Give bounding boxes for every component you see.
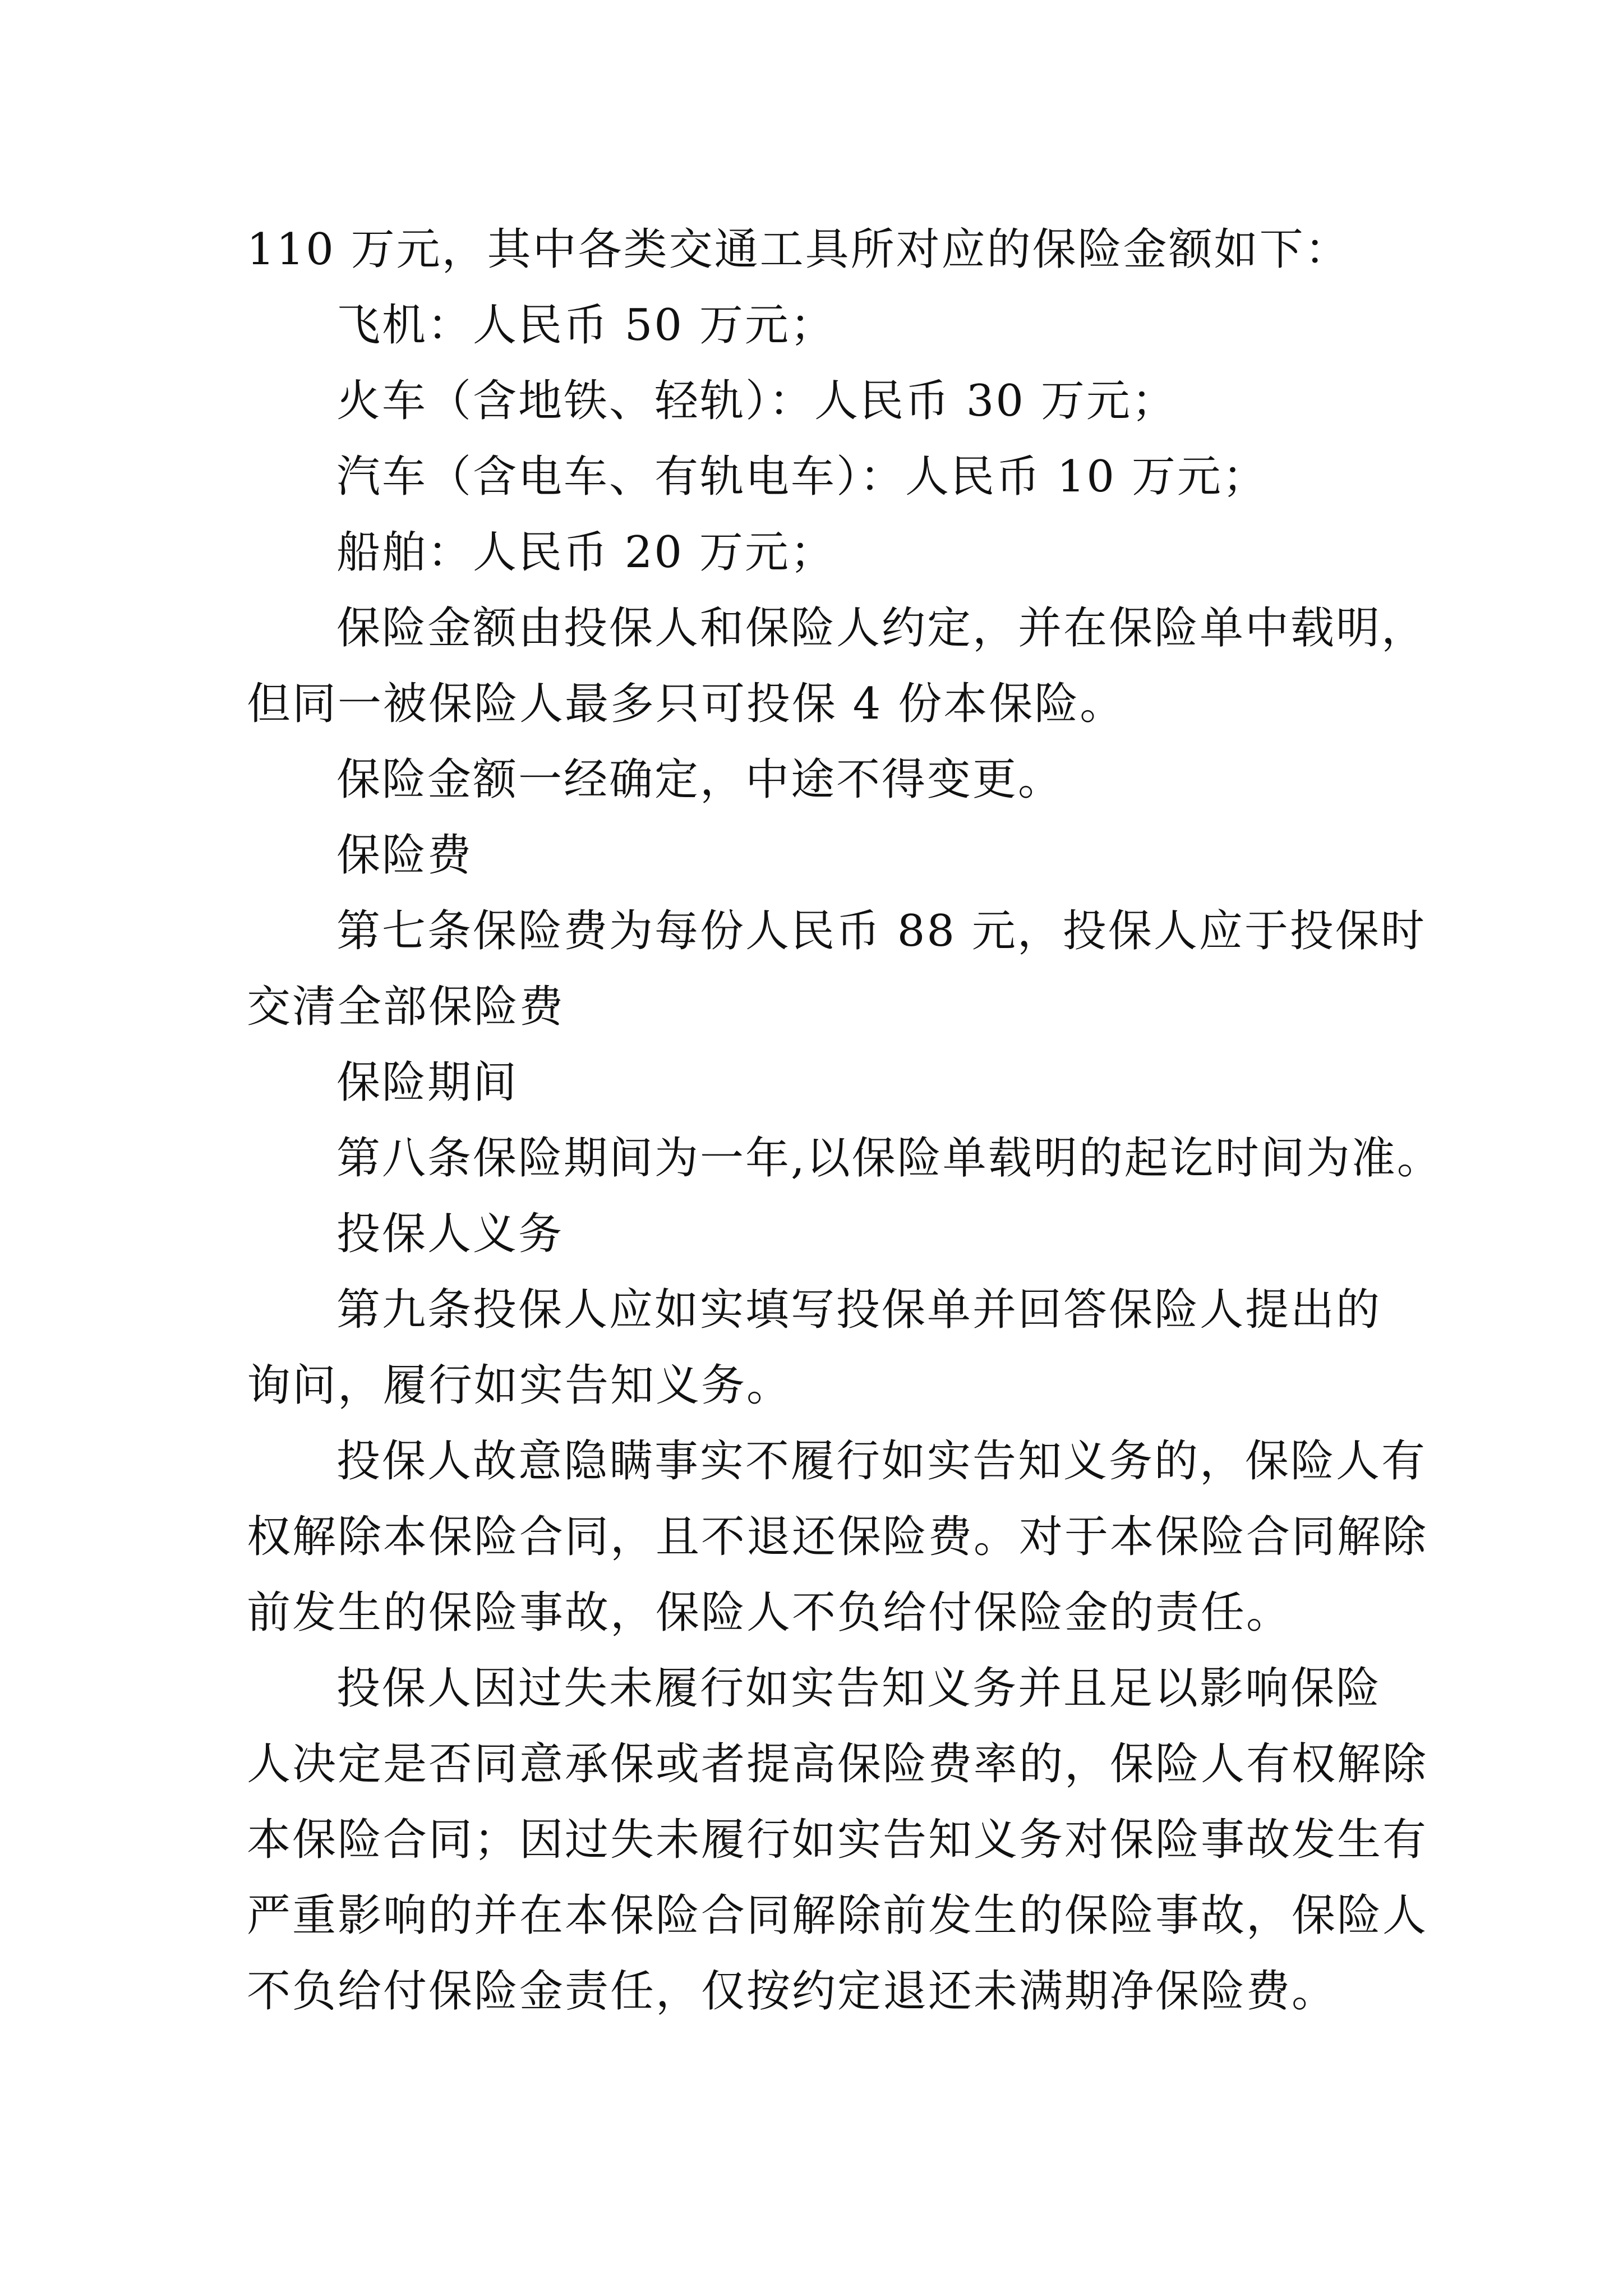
text-line: 交清全部保险费 (247, 982, 565, 1032)
text-line: 保险金额由投保人和保险人约定，并在保险单中载明， (336, 603, 1427, 654)
text-line: 第八条保险期间为一年,以保险单载明的起讫时间为准。 (336, 1133, 1442, 1184)
text-line: 本保险合同；因过失未履行如实告知义务对保险事故发生有 (247, 1815, 1428, 1865)
text-line: 保险金额一经确定，中途不得变更。 (336, 754, 1064, 805)
text-line: 投保人因过失未履行如实告知义务并且足以影响保险 (336, 1663, 1382, 1714)
text-line: 第九条投保人应如实填写投保单并回答保险人提出的 (336, 1285, 1382, 1335)
text-line: 火车（含地铁、轻轨）：人民币 30 万元； (336, 376, 1177, 426)
text-line: 汽车（含电车、有轨电车）：人民币 10 万元； (336, 452, 1268, 502)
section-heading: 保险费 (336, 830, 473, 881)
text-line: 询问，履行如实告知义务。 (247, 1360, 792, 1411)
text-line: 110 万元，其中各类交通工具所对应的保险金额如下： (247, 224, 1350, 275)
text-line: 船舶：人民币 20 万元； (336, 527, 836, 578)
text-line: 不负给付保险金责任，仅按约定退还未满期净保险费。 (247, 1966, 1338, 2017)
text-line: 飞机：人民币 50 万元； (336, 300, 836, 351)
text-line: 第七条保险费为每份人民币 88 元，投保人应于投保时 (336, 906, 1426, 956)
text-line: 但同一被保险人最多只可投保 4 份本保险。 (247, 679, 1126, 729)
section-heading: 投保人义务 (336, 1209, 564, 1259)
text-line: 投保人故意隐瞒事实不履行如实告知义务的，保险人有 (336, 1436, 1427, 1487)
text-line: 权解除本保险合同，且不退还保险费。对于本保险合同解除 (247, 1512, 1428, 1562)
section-heading: 保险期间 (336, 1057, 519, 1108)
text-line: 人决定是否同意承保或者提高保险费率的，保险人有权解除 (247, 1739, 1428, 1789)
text-line: 严重影响的并在本保险合同解除前发生的保险事故，保险人 (247, 1890, 1428, 1941)
text-line: 前发生的保险事故，保险人不负给付保险金的责任。 (247, 1588, 1292, 1638)
